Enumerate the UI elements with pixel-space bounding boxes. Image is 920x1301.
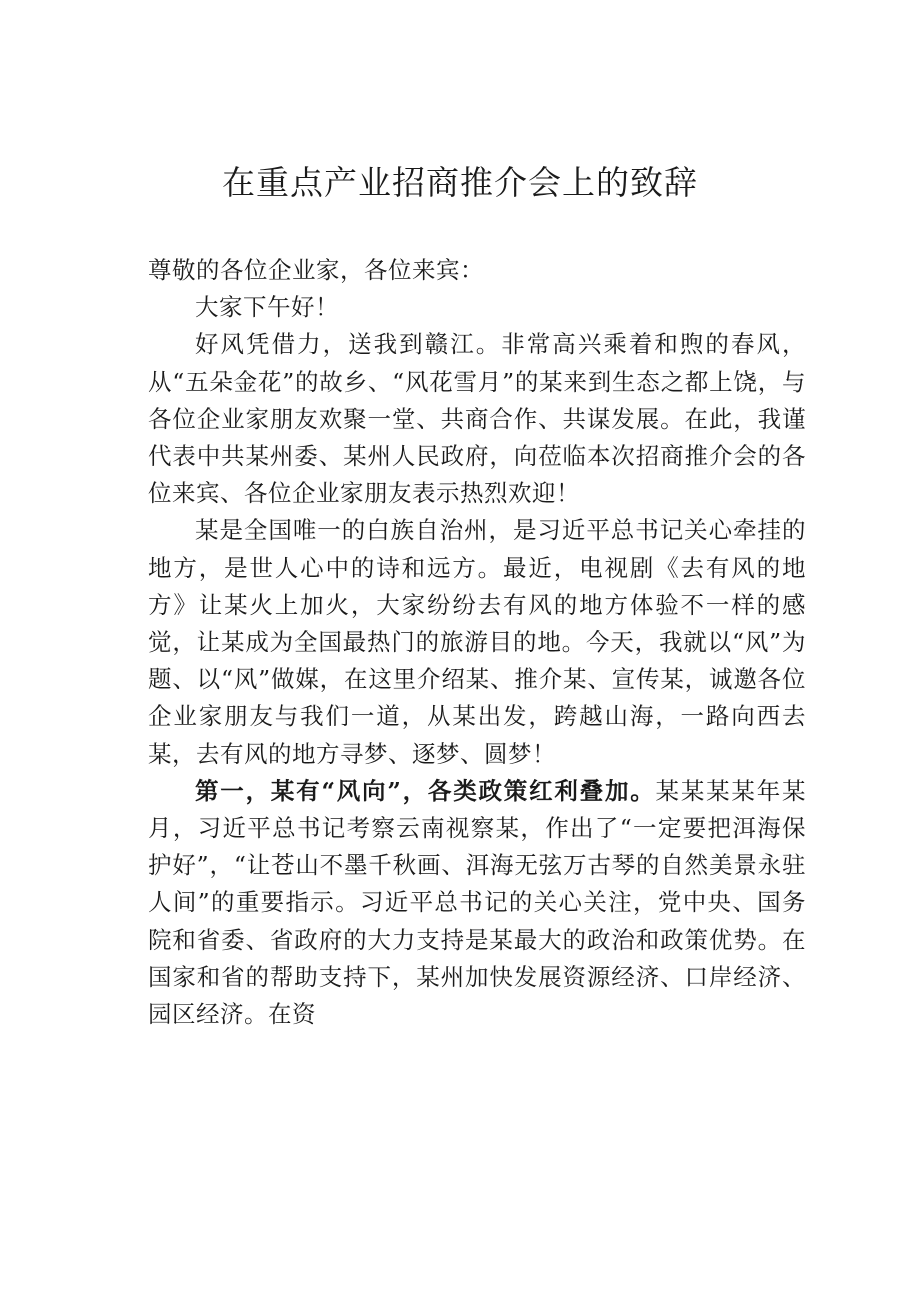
- paragraph-text: 某某某某年某月，习近平总书记考察云南视察某，作出了“一定要把洱海保护好”，“让苍山不墨千秋画、洱海无弦万古琴的自然美景永驻人间”的重要指示。习近平总书记的关心关注，党中央、国务院和省委、省政府的大力支持是某最大的政治和政策优势。在国家和省的帮助支持下，某州加快发展资源经济、口岸经济、园区经济。在资: [148, 776, 806, 1029]
- paragraph-policy: [148, 773, 806, 1033]
- paragraph-introduction: [148, 512, 806, 772]
- greeting: 大家下午好！: [195, 293, 339, 322]
- document-title: 在重点产业招商推介会上的致辞: [222, 163, 698, 202]
- salutation: 尊敬的各位企业家，各位来宾：: [148, 256, 484, 284]
- paragraph-text: 好风凭借力，送我到赣江。非常高兴乘着和煦的春风，从“五朵金花”的故乡、“风花雪月”的某来到生态之都上饶，与各位企业家朋友欢聚一堂、共商合作、共谋发展。在此，我谨代表中共某州委、某州人民政府，向莅临本次招商推介会的各位来宾、各位企业家朋友表示热烈欢迎！: [148, 330, 806, 508]
- paragraph-lead-heading: 第一，某有“风向”，各类政策红利叠加。: [195, 776, 656, 805]
- document-body: [148, 252, 806, 1033]
- paragraph-text: 某是全国唯一的白族自治州，是习近平总书记关心牵挂的地方，是世人心中的诗和远方。最近，电视剧《去有风的地方》让某火上加火，大家纷纷去有风的地方体验不一样的感觉，让某成为全国最热门的旅游目的地。今天，我就以“风”为题、以“风”做媒，在这里介绍某、推介某、宣传某，诚邀各位企业家朋友与我们一道，从某出发，跨越山海，一路向西去某，去有风的地方寻梦、逐梦、圆梦！: [148, 516, 806, 768]
- paragraph-welcome: [148, 326, 806, 512]
